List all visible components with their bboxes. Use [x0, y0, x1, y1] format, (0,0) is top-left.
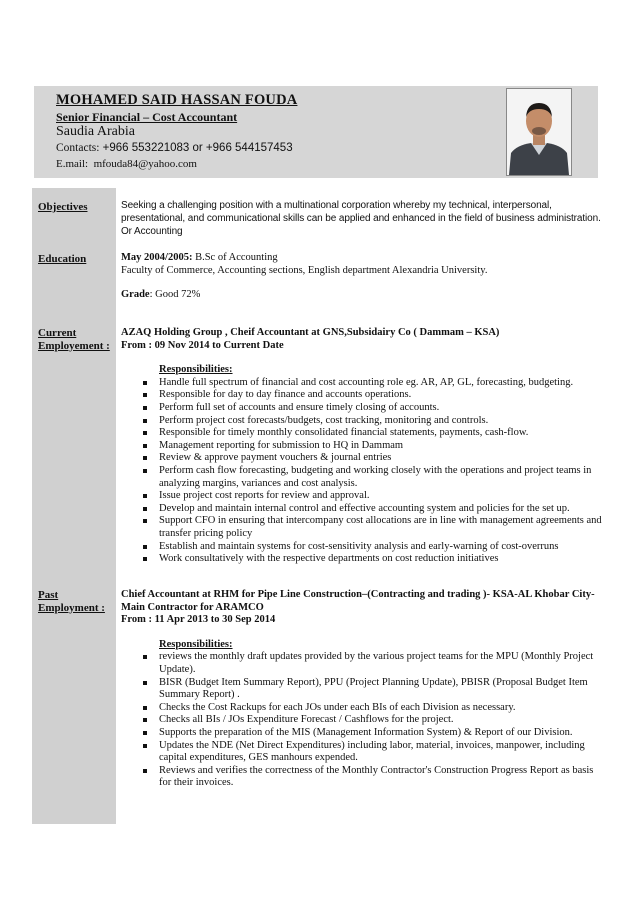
- header-shadow: [34, 86, 46, 178]
- past-label-line1: Past: [38, 589, 59, 601]
- list-item: Perform full set of accounts and ensure timely closing of accounts.: [121, 402, 605, 415]
- email-value[interactable]: mfouda84@yahoo.com: [93, 158, 197, 170]
- past-employment-label: [38, 589, 105, 615]
- contacts-label: Contacts:: [56, 142, 100, 154]
- list-item: Responsible for timely monthly consolidated financial statements, payments, cash-flow.: [121, 427, 605, 440]
- profile-photo: [506, 88, 572, 176]
- past-from: From : 11 Apr 2013 to 30 Sep 2014: [121, 614, 276, 626]
- education-date: May 2004/2005:: [121, 252, 193, 263]
- education-degree: B.Sc of Accounting: [192, 252, 278, 263]
- list-item: reviews the monthly draft updates provided by the various project teams for the MPU (Monthly Project Update).: [121, 651, 605, 676]
- resume-header: [46, 86, 598, 178]
- list-item: Develop and maintain internal control and effective accounting system and policies for the set up.: [121, 503, 605, 516]
- current-from: From : 09 Nov 2014 to Current Date: [121, 339, 284, 351]
- education-label: Education: [38, 253, 87, 265]
- objectives-label: Objectives: [38, 201, 88, 213]
- candidate-contacts: [56, 142, 293, 154]
- current-label-line1: Current: [38, 327, 77, 339]
- past-responsibilities-title: Responsibilities:: [159, 638, 233, 650]
- past-company: Chief Accountant at RHM for Pipe Line Construction–(Contracting and trading )- KSA-AL Khobar City- Main Contractor for ARAMCO: [121, 589, 595, 613]
- list-item: Reviews and verifies the correctness of the Monthly Contractor's Construction Progress Report as basis for their invoices.: [121, 765, 605, 790]
- current-responsibilities-title: Responsibilities:: [159, 364, 233, 376]
- list-item: Checks all BIs / JOs Expenditure Forecast / Cashflows for the project.: [121, 714, 605, 727]
- candidate-name: MOHAMED SAID HASSAN FOUDA: [56, 92, 298, 108]
- list-item: Work consultatively with the respective departments on cost reduction initiatives: [121, 553, 605, 566]
- candidate-country: Saudia Arabia: [56, 124, 135, 139]
- email-label: E.mail:: [56, 158, 89, 170]
- education-content: [121, 252, 605, 302]
- list-item: Supports the preparation of the MIS (Management Information System) & Report of our Division.: [121, 727, 605, 740]
- current-employment-content: [121, 327, 605, 566]
- past-responsibilities-list: [121, 651, 605, 790]
- past-employment-content: [121, 589, 605, 790]
- list-item: Perform cash flow forecasting, budgeting and working closely with the operations and project teams in analyzing margins, variances and cost analysis.: [121, 465, 605, 490]
- contacts-value: +966 553221083 or +966 544157453: [102, 142, 293, 154]
- list-item: Updates the NDE (Net Direct Expenditures) including labor, material, invoices, manpower, including capital expenditures, GES manhours expended.: [121, 740, 605, 765]
- list-item: BISR (Budget Item Summary Report), PPU (Project Planning Update), PBISR (Proposal Budget Item Summary Report) .: [121, 677, 605, 702]
- objectives-text: Seeking a challenging position with a multinational corporation whereby my technical, interpersonal, presentational, and communicational skills can be applied and enhanced in the field of business administration. Or Accounting: [121, 200, 601, 237]
- candidate-email: [56, 158, 197, 170]
- list-item: Responsible for day to day finance and accounts operations.: [121, 389, 605, 402]
- list-item: Support CFO in ensuring that intercompany cost allocations are in line with management agreements and transfer pricing policy: [121, 515, 605, 540]
- current-company: AZAQ Holding Group , Cheif Accountant at GNS,Subsidairy Co ( Dammam – KSA): [121, 327, 500, 338]
- portrait-image: [507, 89, 571, 175]
- list-item: Checks the Cost Rackups for each JOs under each BIs of each Division as necessary.: [121, 702, 605, 715]
- current-label-line2: Employement :: [38, 340, 110, 352]
- list-item: Management reporting for submission to HQ in Dammam: [121, 440, 605, 453]
- past-label-line2: Employment :: [38, 602, 105, 614]
- list-item: Issue project cost reports for review and approval.: [121, 490, 605, 503]
- grade-label: Grade: [121, 289, 150, 301]
- education-faculty: Faculty of Commerce, Accounting sections, English department Alexandria University.: [121, 264, 488, 276]
- current-responsibilities-list: [121, 377, 605, 566]
- list-item: Establish and maintain systems for cost-sensitivity analysis and early-warning of cost-overruns: [121, 541, 605, 554]
- list-item: Review & approve payment vouchers & journal entries: [121, 452, 605, 465]
- current-employment-label: [38, 327, 110, 353]
- list-item: Perform project cost forecasts/budgets, cost tracking, monitoring and controls.: [121, 415, 605, 428]
- grade-value: : Good 72%: [149, 289, 201, 301]
- section-sidebar: [32, 188, 116, 824]
- candidate-title: Senior Financial – Cost Accountant: [56, 110, 238, 124]
- list-item: Handle full spectrum of financial and cost accounting role eg. AR, AP, GL, forecasting, budgeting.: [121, 377, 605, 390]
